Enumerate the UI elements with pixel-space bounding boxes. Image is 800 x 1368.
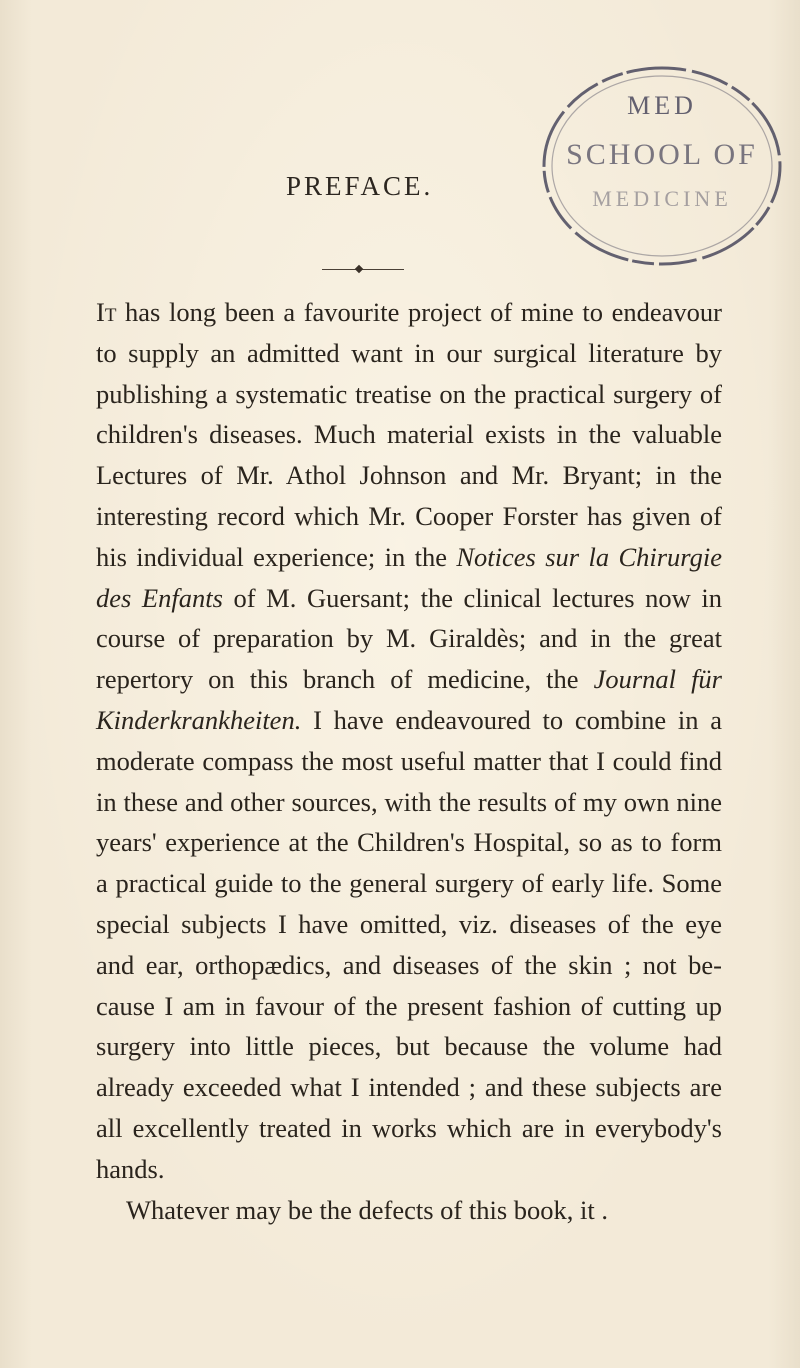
library-stamp-icon: [532, 56, 792, 276]
paragraph: Whatever may be the defects of this book, it .: [126, 1194, 608, 1225]
paragraph: [96, 292, 722, 1190]
stamp-line-top: MED: [627, 91, 697, 120]
text-segment: has long been a favourite project of mine to endeavour to supply an admitted want in our surgical literature by publishing a systematic treatise on the practical surgery of children's diseases. Much material exists in the valuable Lectures of Mr. Athol Johnson and Mr. Bryant; in the interesting record which Mr. Cooper Forster has given of his individual experience; in the: [96, 297, 722, 572]
italic-title: Notices sur la Chirurgie des Enfants: [96, 541, 723, 613]
page-title: PREFACE.: [286, 171, 434, 201]
italic-title: Journal für Kinderkrankheiten.: [96, 664, 722, 735]
paragraph-lead: It: [96, 297, 117, 327]
text-segment: I have endeavoured to combine in a moderate compass the most useful matter that I could find in these and other sources, with the results of my own nine years' experience at the Children's Hospital, so as to form a practical guide to the general surgery of early life. Some special subjects I have omitted, viz. diseases of the eye and ear, orthopædics, and diseases of the skin ; not because I am in favour of the present fashion of cutting up surgery into little pieces, but because the volume had already exceeded what I intended ; and these subjects are all excellently treated in works which are in everybody's hands.: [96, 704, 722, 1184]
text-segment: of M. Guersant; the clinical lectures now in course of preparation by M. Giraldès; and in the great repertory on this branch of medicine, the: [96, 582, 722, 695]
preface-body: [96, 292, 722, 1230]
stamp-line-middle: SCHOOL OF: [566, 138, 758, 171]
divider-ornament-icon: [355, 265, 363, 273]
stamp-line-bottom: MEDICINE: [592, 186, 732, 211]
